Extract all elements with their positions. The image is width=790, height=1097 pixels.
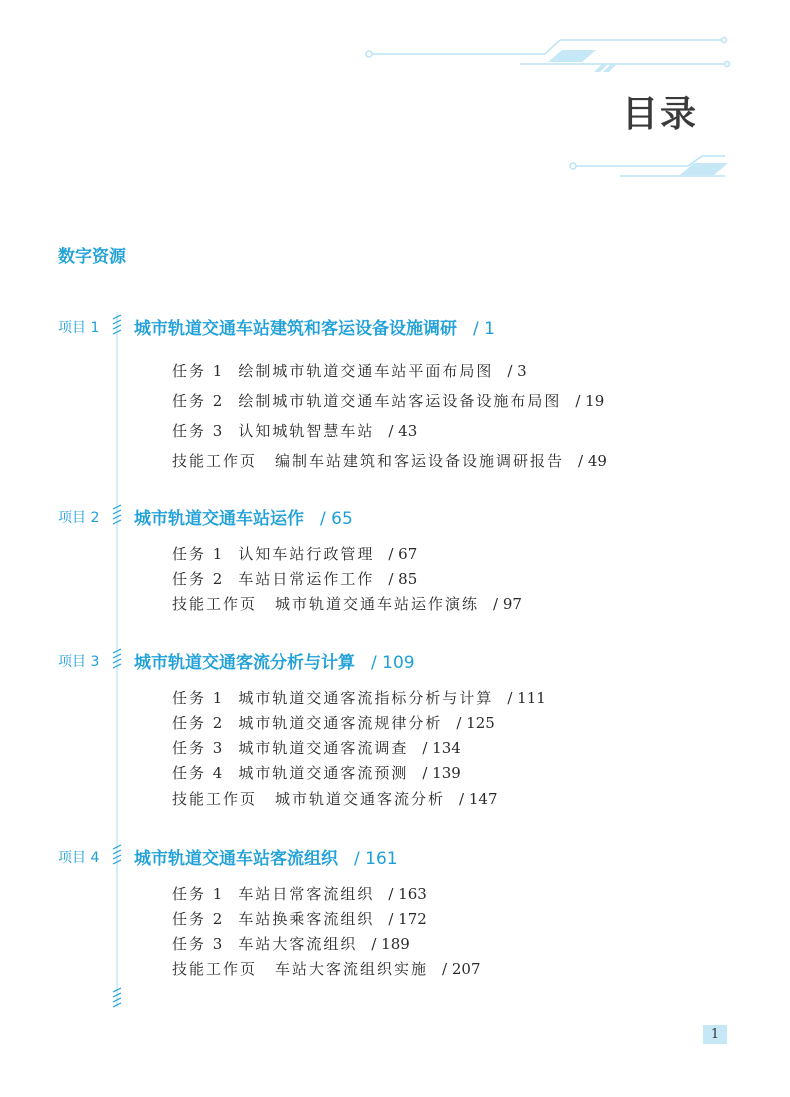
task-name: 车站大客流组织 xyxy=(238,935,358,953)
digital-resources-link[interactable]: 数字资源 xyxy=(58,247,126,267)
task-name: 城市轨道交通客流规律分析 xyxy=(238,714,443,732)
task-page: / 43 xyxy=(388,422,418,440)
toc-entry[interactable] xyxy=(172,933,410,954)
task-name: 城市轨道交通客流分析 xyxy=(275,790,446,808)
slash-mark-icon xyxy=(111,647,123,669)
task-label: 任务 4 xyxy=(172,764,225,782)
toc-entry[interactable] xyxy=(172,543,417,564)
task-page: / 85 xyxy=(388,570,418,588)
project-page: / 161 xyxy=(354,849,398,869)
toc-entry[interactable] xyxy=(172,390,604,411)
task-name: 城市轨道交通客流指标分析与计算 xyxy=(238,689,494,707)
task-page: / 67 xyxy=(388,545,418,563)
project-title: 城市轨道交通客流分析与计算 xyxy=(134,653,355,673)
task-page: / 147 xyxy=(459,790,498,808)
project-heading[interactable] xyxy=(134,504,353,529)
task-name: 认知车站行政管理 xyxy=(238,545,375,563)
page-number: 1 xyxy=(703,1025,727,1044)
toc-entry[interactable] xyxy=(172,737,461,758)
toc-entry[interactable] xyxy=(172,762,461,783)
project-heading[interactable] xyxy=(134,314,495,339)
task-page: / 19 xyxy=(575,392,605,410)
toc-entry[interactable] xyxy=(172,593,522,614)
task-page: / 139 xyxy=(422,764,461,782)
project-page: / 1 xyxy=(473,319,495,339)
task-name: 绘制城市轨道交通车站客运设备设施布局图 xyxy=(238,392,562,410)
task-label: 任务 2 xyxy=(172,570,225,588)
task-label: 任务 1 xyxy=(172,885,225,903)
slash-mark-icon xyxy=(111,503,123,525)
task-label: 任务 3 xyxy=(172,935,225,953)
slash-mark-icon xyxy=(111,843,123,865)
slash-mark-icon xyxy=(111,313,123,335)
project-heading[interactable] xyxy=(134,844,398,869)
project-title: 城市轨道交通车站客流组织 xyxy=(134,849,338,869)
task-name: 车站日常客流组织 xyxy=(238,885,375,903)
task-name: 车站大客流组织实施 xyxy=(275,960,429,978)
task-label: 任务 3 xyxy=(172,739,225,757)
task-name: 城市轨道交通客流调查 xyxy=(238,739,409,757)
task-page: / 125 xyxy=(456,714,495,732)
task-page: / 134 xyxy=(422,739,461,757)
task-name: 车站日常运作工作 xyxy=(238,570,375,588)
task-label: 任务 1 xyxy=(172,545,225,563)
toc-entry[interactable] xyxy=(172,450,607,471)
project-page: / 65 xyxy=(320,509,353,529)
project-label: 项目 1 xyxy=(58,320,100,336)
task-page: / 189 xyxy=(371,935,410,953)
task-page: / 172 xyxy=(388,910,427,928)
toc-entry[interactable] xyxy=(172,883,427,904)
project-title: 城市轨道交通车站运作 xyxy=(134,509,304,529)
toc-entry[interactable] xyxy=(172,788,497,809)
task-name: 绘制城市轨道交通车站平面布局图 xyxy=(238,362,494,380)
project-title: 城市轨道交通车站建筑和客运设备设施调研 xyxy=(134,319,457,339)
project-label: 项目 3 xyxy=(58,654,100,670)
task-page: / 3 xyxy=(507,362,527,380)
page-title: 目录 xyxy=(622,94,699,135)
task-name: 编制车站建筑和客运设备设施调研报告 xyxy=(275,452,565,470)
task-name: 城市轨道交通车站运作演练 xyxy=(275,595,480,613)
task-label: 任务 1 xyxy=(172,689,225,707)
project-label: 项目 2 xyxy=(58,510,100,526)
toc-entry[interactable] xyxy=(172,568,417,589)
task-label: 任务 2 xyxy=(172,910,225,928)
toc-entry[interactable] xyxy=(172,420,417,441)
task-page: / 111 xyxy=(507,689,546,707)
project-label: 项目 4 xyxy=(58,850,100,866)
task-label: 技能工作页 xyxy=(172,595,258,613)
task-label: 技能工作页 xyxy=(172,960,258,978)
task-page: / 49 xyxy=(578,452,607,470)
toc-entry[interactable] xyxy=(172,958,480,979)
toc-entry[interactable] xyxy=(172,712,495,733)
task-label: 任务 3 xyxy=(172,422,225,440)
task-label: 任务 2 xyxy=(172,714,225,732)
slash-mark-icon xyxy=(111,986,123,1008)
task-name: 城市轨道交通客流预测 xyxy=(238,764,409,782)
task-page: / 97 xyxy=(493,595,522,613)
task-name: 车站换乘客流组织 xyxy=(238,910,375,928)
task-label: 技能工作页 xyxy=(172,790,258,808)
toc-entry[interactable] xyxy=(172,687,546,708)
task-name: 认知城轨智慧车站 xyxy=(238,422,375,440)
task-label: 任务 2 xyxy=(172,392,225,410)
task-page: / 207 xyxy=(442,960,481,978)
project-page: / 109 xyxy=(371,653,415,673)
project-heading[interactable] xyxy=(134,648,415,673)
task-label: 技能工作页 xyxy=(172,452,258,470)
task-label: 任务 1 xyxy=(172,362,225,380)
toc-entry[interactable] xyxy=(172,360,527,381)
task-page: / 163 xyxy=(388,885,427,903)
toc-entry[interactable] xyxy=(172,908,427,929)
